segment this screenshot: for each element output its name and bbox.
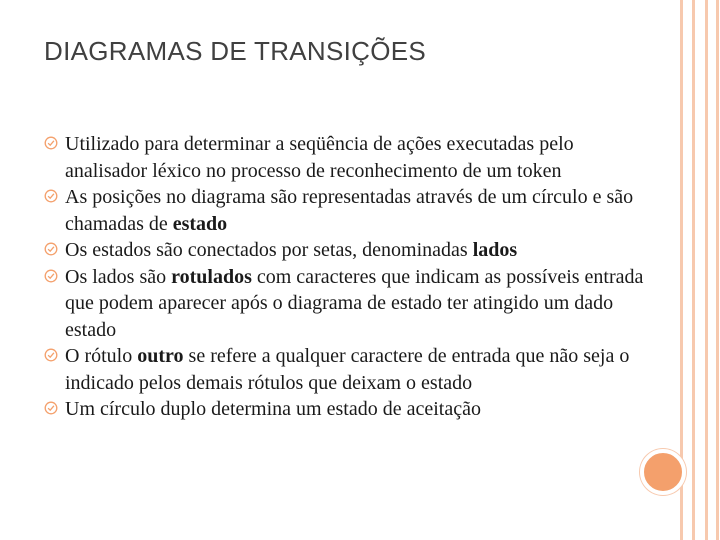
circle-check-icon	[44, 269, 58, 283]
bullet-list	[44, 131, 644, 423]
circle-check-icon	[44, 242, 58, 256]
bullet-item	[44, 184, 644, 237]
circle-check-icon	[44, 189, 58, 203]
decorative-circle	[640, 449, 686, 495]
bullet-item	[44, 396, 644, 423]
bullet-text: se refere a qualquer caractere de entrada que não seja o indicado pelos demais rótulos que deixam o estado	[65, 345, 630, 394]
bullet-text: Os lados são	[65, 265, 172, 288]
bullet-text: Utilizado para determinar a seqüência de ações executadas pelo analisador léxico no processo de reconhecimento de um token	[65, 133, 574, 182]
circle-check-icon	[44, 401, 58, 415]
decorative-line	[716, 0, 719, 540]
bullet-bold-term: rotulados	[171, 265, 252, 288]
bullet-item	[44, 131, 644, 184]
bullet-bold-term: estado	[172, 212, 228, 235]
circle-check-icon	[44, 136, 58, 150]
bullet-text: As posições no diagrama são representadas através de um círculo e são chamadas de	[65, 186, 634, 235]
bullet-text: Um círculo duplo determina um estado de aceitação	[65, 398, 481, 420]
bullet-text: com caracteres que indicam as possíveis entrada que podem aparecer após o diagrama de estado ter atingido um dado estado	[65, 265, 644, 341]
bullet-bold-term: outro	[137, 345, 184, 367]
bullet-item	[44, 264, 644, 344]
decorative-line	[692, 0, 695, 540]
bullet-text: Os estados são conectados por setas, denominadas	[65, 239, 473, 261]
bullet-item	[44, 343, 644, 396]
bullet-bold-term: lados	[472, 239, 518, 261]
bullet-item	[44, 237, 644, 264]
decorative-line	[705, 0, 708, 540]
bullet-text: O rótulo	[65, 345, 138, 367]
circle-check-icon	[44, 348, 58, 362]
slide-title: DIAGRAMAS DE TRANSIÇÕES	[44, 36, 427, 66]
